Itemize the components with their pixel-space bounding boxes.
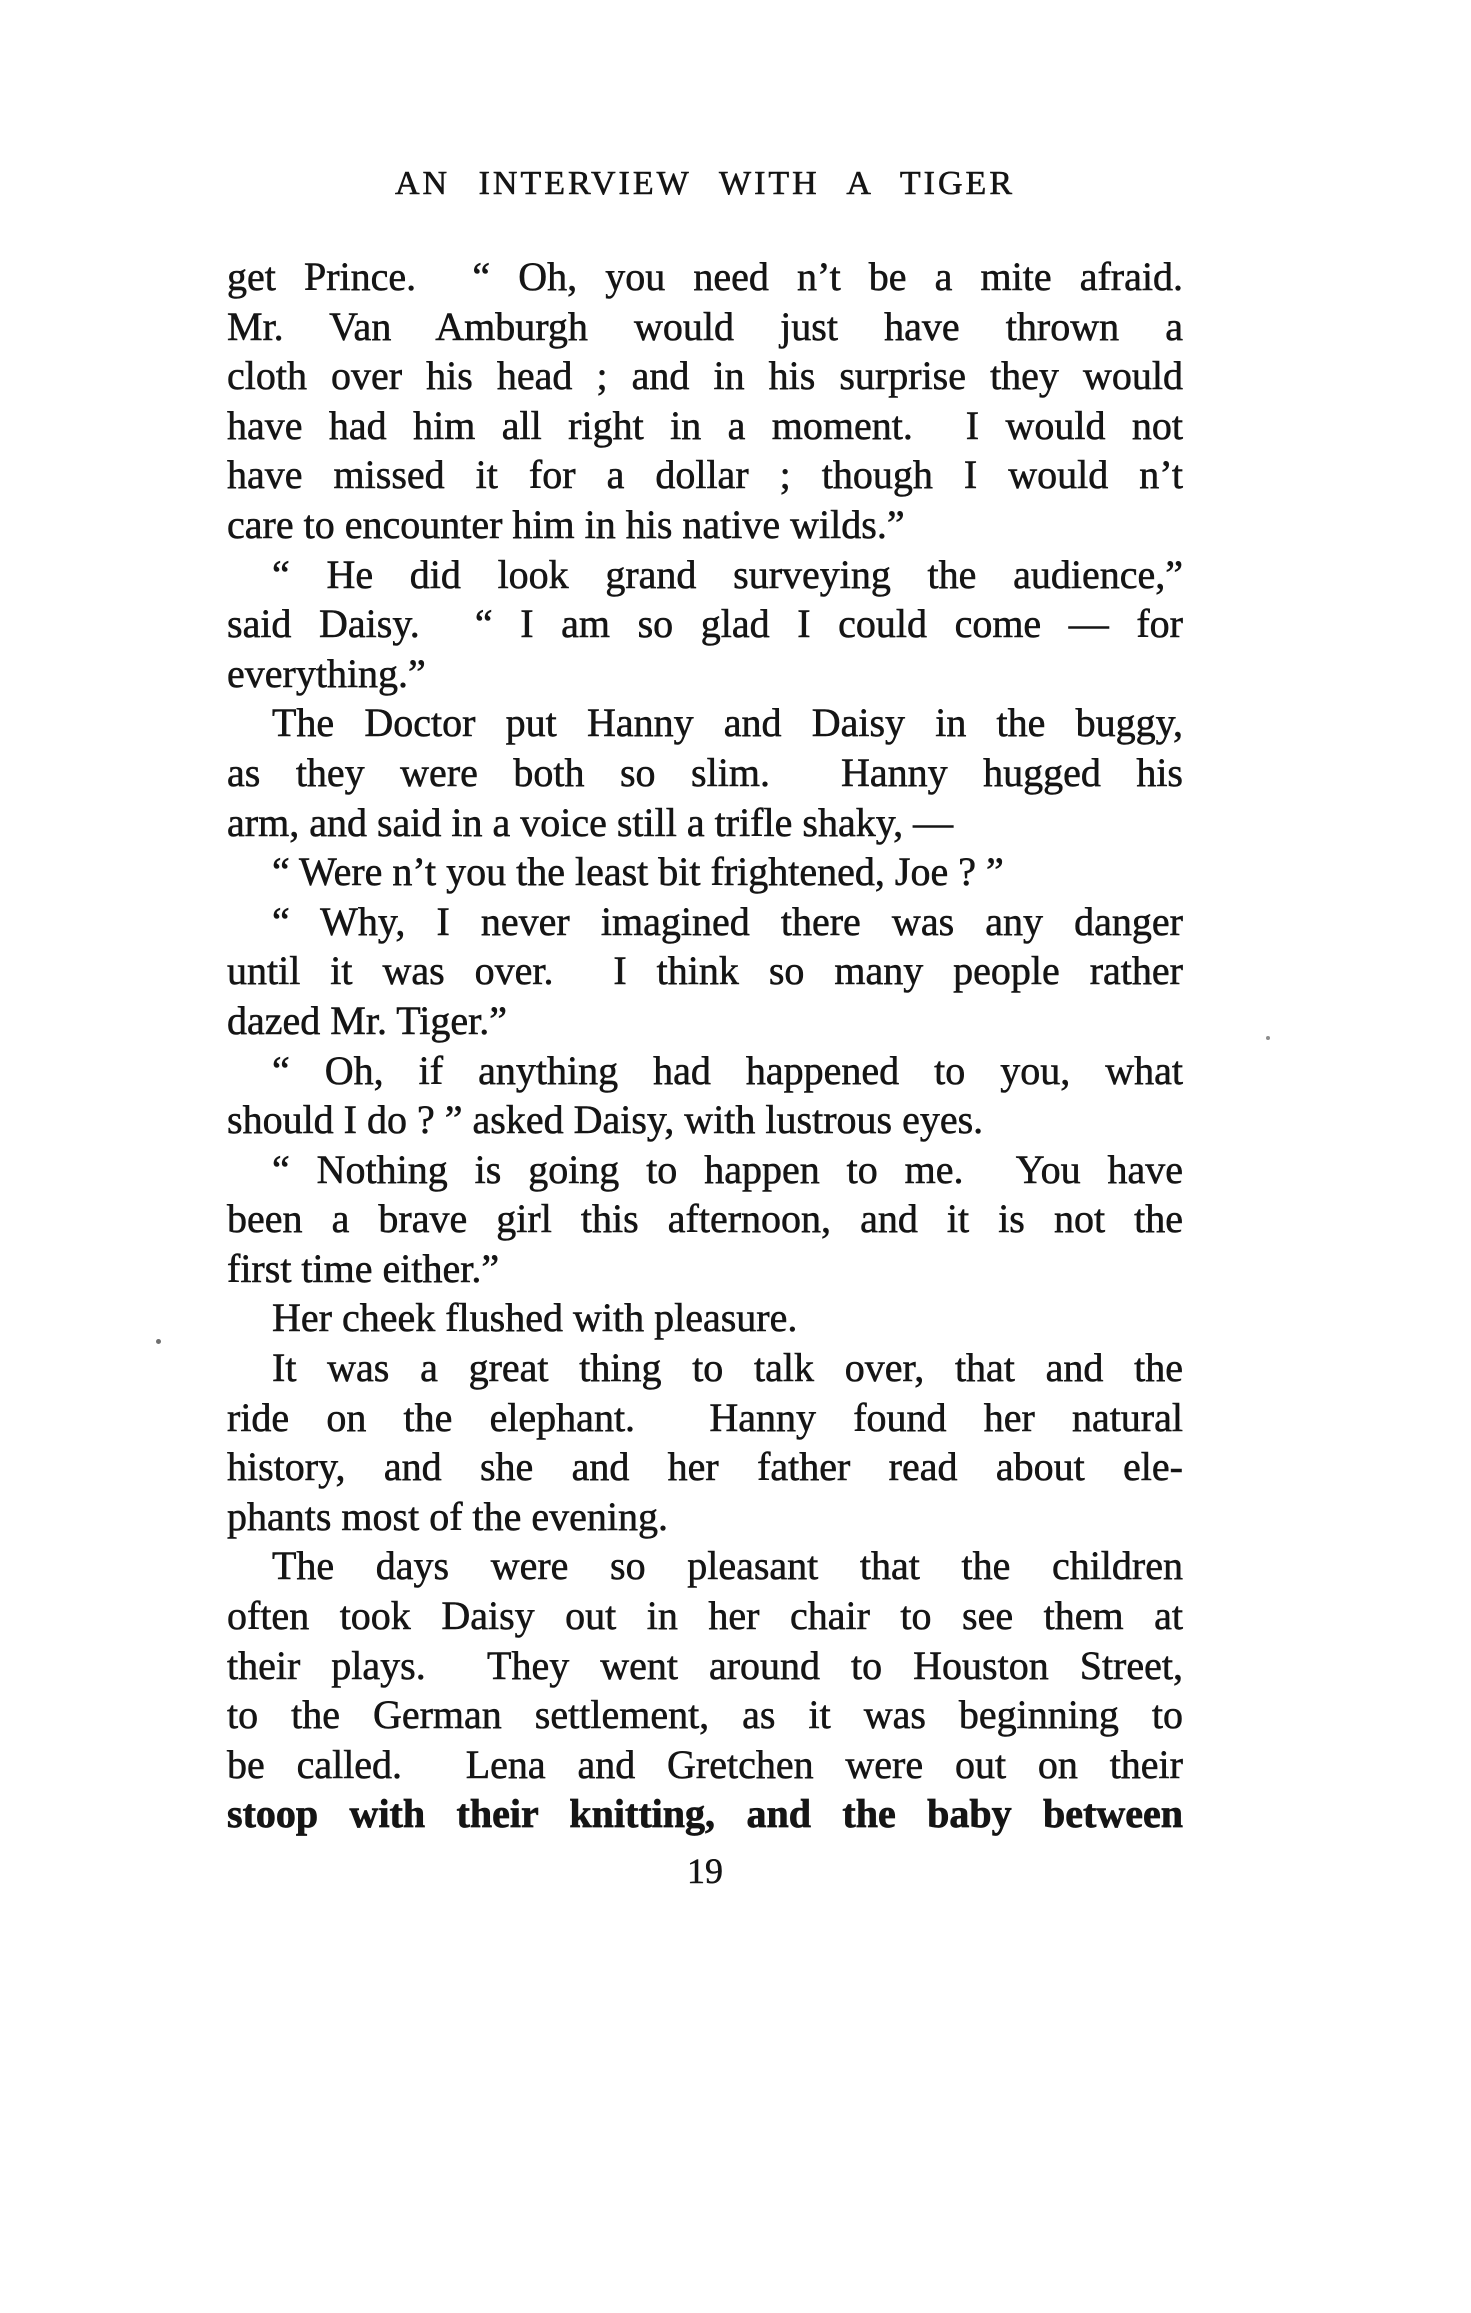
text-line: until it was over. I think so many people rather	[227, 948, 1183, 994]
text-line: everything.”	[227, 650, 426, 696]
text-line: been a brave girl this afternoon, and it is not the	[227, 1196, 1183, 1242]
text-line: get Prince. “ Oh, you need n’t be a mite afraid.	[227, 254, 1183, 299]
text-line: “ He did look grand surveying the audience,”	[272, 551, 1183, 597]
text-line: often took Daisy out in her chair to see them at	[227, 1593, 1183, 1639]
page-number: 19	[687, 1851, 723, 1891]
text-line: care to encounter him in his native wilds.”	[227, 501, 905, 547]
text-line: cloth over his head ; and in his surprise they would	[227, 353, 1183, 399]
text-line: first time either.”	[227, 1245, 500, 1291]
text-line: “ Nothing is going to happen to me. You have	[272, 1146, 1183, 1192]
text-line: It was a great thing to talk over, that and the	[272, 1345, 1183, 1391]
text-line: “ Were n’t you the least bit frightened, Joe ? ”	[272, 849, 1004, 895]
text-line: phants most of the evening.	[227, 1493, 669, 1539]
text-line: as they were both so slim. Hanny hugged his	[227, 749, 1183, 795]
scan-speck	[156, 1339, 161, 1344]
text-line: history, and she and her father read about ele-	[227, 1444, 1183, 1490]
text-line: Her cheek flushed with pleasure.	[272, 1295, 798, 1341]
text-line: The days were so pleasant that the children	[272, 1543, 1183, 1589]
scan-speck	[1266, 1036, 1270, 1040]
text-line: said Daisy. “ I am so glad I could come — for	[227, 601, 1183, 647]
text-line: have missed it for a dollar ; though I would n’t	[227, 452, 1183, 498]
text-line: their plays. They went around to Houston Street,	[227, 1642, 1183, 1688]
text-line: ride on the elephant. Hanny found her natural	[227, 1394, 1183, 1440]
text-line: Mr. Van Amburgh would just have thrown a	[227, 303, 1183, 349]
text-line: “ Why, I never imagined there was any danger	[272, 898, 1183, 944]
text-line: arm, and said in a voice still a trifle shaky, —	[227, 799, 954, 845]
text-line: to the German settlement, as it was beginning to	[227, 1692, 1183, 1738]
body-text	[227, 252, 1183, 1839]
text-line: dazed Mr. Tiger.”	[227, 997, 507, 1043]
text-line: “ Oh, if anything had happened to you, what	[272, 1047, 1183, 1093]
text-line: should I do ? ” asked Daisy, with lustrous eyes.	[227, 1097, 984, 1143]
text-line: The Doctor put Hanny and Daisy in the buggy,	[272, 700, 1183, 746]
running-head: AN INTERVIEW WITH A TIGER	[395, 165, 1015, 202]
text-line: stoop with their knitting, and the baby between	[227, 1791, 1183, 1837]
text-line: be called. Lena and Gretchen were out on their	[227, 1741, 1183, 1787]
text-line: have had him all right in a moment. I would not	[227, 402, 1183, 448]
